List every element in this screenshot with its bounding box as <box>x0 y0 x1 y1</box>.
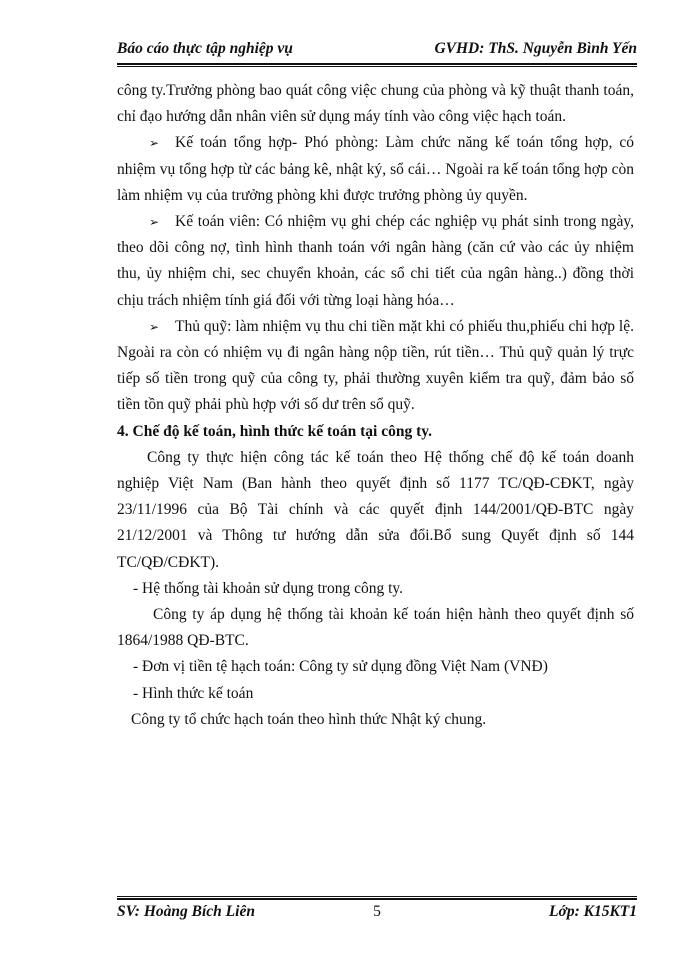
arrow-bullet-icon: ➢ <box>149 136 160 151</box>
bullet-accountant <box>117 209 634 314</box>
page-number: 5 <box>373 903 381 920</box>
accounts-system-item: - Hệ thống tài khoản sử dụng trong công ty. <box>133 579 403 597</box>
currency-item: - Đơn vị tiền tệ hạch toán: Công ty sử dụng đồng Việt Nam (VNĐ) <box>133 658 548 676</box>
accounting-form-item: - Hình thức kế toán <box>133 684 254 702</box>
arrow-bullet-icon: ➢ <box>149 319 160 334</box>
bullet-text: Kế toán viên: Có nhiệm vụ ghi chép các nghiệp vụ phát sinh trong ngày, theo dõi công nợ, tình hình thanh toán với ngân hàng (căn cứ vào các ủy nhiệm thu, ủy nhiệm chi, sec chuyển khoản, các sổ chi tiết của ngân hàng..) đồng thời chịu trách nhiệm tính giá đối với từng loại hàng hóa… <box>117 213 634 309</box>
header-supervisor: GVHD: ThS. Nguyễn Bình Yến <box>434 40 637 57</box>
footer-rule <box>117 896 637 900</box>
bullet-treasurer <box>117 314 634 419</box>
arrow-bullet-icon: ➢ <box>149 215 160 230</box>
accounts-paragraph: Công ty áp dụng hệ thống tài khoản kế toán hiện hành theo quyết định số 1864/1988 QĐ-BTC. <box>117 606 634 650</box>
page-body <box>117 78 634 733</box>
accounting-form-paragraph: Công ty tổ chức hạch toán theo hình thức Nhật ký chung. <box>131 710 487 728</box>
regime-paragraph: Công ty thực hiện công tác kế toán theo Hệ thống chế độ kế toán doanh nghiệp Việt Nam (Ban hành theo quyết định số 1177 TC/QĐ-CĐKT, ngày 23/11/1996 của Bộ Tài chính và các quyết định 144/2001/QĐ-BTC ngày 21/12/2001 và Thông tư hướng dẫn sửa đổi.Bổ sung Quyết định số 144 TC/QĐ/CĐKT). <box>117 448 634 571</box>
header-rule <box>117 63 637 67</box>
intro-paragraph: công ty.Trưởng phòng bao quát công việc chung của phòng và kỹ thuật thanh toán, chỉ đạo hướng dẫn nhân viên sử dụng máy tính vào công việc hạch toán. <box>117 82 634 126</box>
bullet-text: Kế toán tổng hợp- Phó phòng: Làm chức năng kế toán tổng hợp, có nhiệm vụ tổng hợp từ các bảng kê, nhật ký, sổ cái… Ngoài ra kế toán tổng hợp còn làm nhiệm vụ của trưởng phòng khi được trưởng phòng ủy quyền. <box>117 134 634 204</box>
page-footer <box>117 903 637 925</box>
bullet-text: Thủ quỹ: làm nhiệm vụ thu chi tiền mặt khi có phiếu thu,phiếu chi hợp lệ. Ngoài ra còn có nhiệm vụ đi ngân hàng nộp tiền, rút tiền… Thủ quỹ quản lý trực tiếp số tiền trong quỹ của công ty, phải thường xuyên kiểm tra quỹ, đảm bảo số tiền tồn quỹ phải phù hợp với số dư trên sổ quỹ. <box>117 317 634 414</box>
bullet-general-accountant <box>117 130 634 209</box>
footer-student: SV: Hoàng Bích Liên <box>117 903 255 920</box>
page-header <box>117 40 637 62</box>
section-heading: 4. Chế độ kế toán, hình thức kế toán tại công ty. <box>117 422 433 440</box>
header-report-title: Báo cáo thực tập nghiệp vụ <box>117 40 293 57</box>
footer-class: Lớp: K15KT1 <box>549 903 637 920</box>
